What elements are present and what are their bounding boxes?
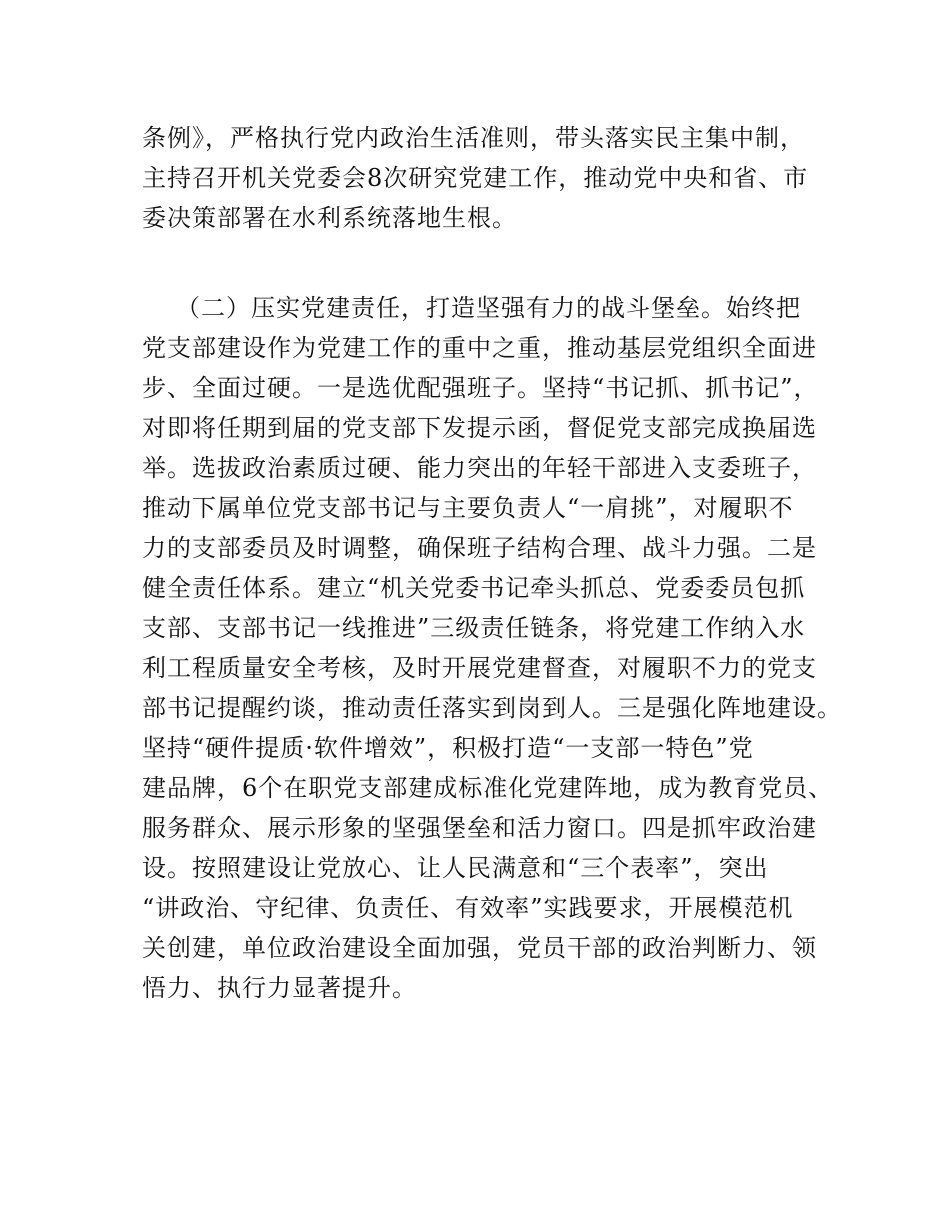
- paragraph-line: 主持召开机关党委会8次研究党建工作，推动党中央和省、市: [142, 164, 809, 192]
- paragraph-line: 力的支部委员及时调整，确保班子结构合理、战斗力强。二是: [142, 534, 817, 562]
- paragraph-line: 设。按照建设让党放心、让人民满意和“三个表率”，突出: [142, 854, 769, 882]
- paragraph-line: 对即将任期到届的党支部下发提示函，督促党支部完成换届选: [142, 414, 817, 442]
- paragraph-1: [142, 118, 822, 238]
- paragraph-line: 党支部建设作为党建工作的重中之重，推动基层党组织全面进: [142, 334, 817, 362]
- paragraph-line: 步、全面过硬。一是选优配强班子。坚持“书记抓、抓书记”，: [142, 374, 819, 402]
- paragraph-line: “讲政治、守纪律、负责任、有效率”实践要求，开展模范机: [142, 894, 794, 922]
- paragraph-line: 建品牌，6个在职党支部建成标准化党建阵地，成为教育党员、: [142, 774, 834, 802]
- paragraph-line: 坚持“硬件提质·软件增效”，积极打造“一支部一特色”党: [142, 734, 754, 762]
- paragraph-line: 委决策部署在水利系统落地生根。: [142, 204, 517, 232]
- paragraph-line: 推动下属单位党支部书记与主要负责人“一肩挑”，对履职不: [142, 494, 794, 522]
- paragraph-line: 关创建，单位政治建设全面加强，党员干部的政治判断力、领: [142, 934, 817, 962]
- paragraph-line: （二）压实党建责任，打造坚强有力的战斗堡垒。始终把: [176, 294, 801, 322]
- paragraph-line: 条例》，严格执行党内政治生活准则，带头落实民主集中制，: [142, 124, 805, 152]
- paragraph-line: 服务群众、展示形象的坚强堡垒和活力窗口。四是抓牢政治建: [142, 814, 817, 842]
- paragraph-2: [142, 288, 842, 1008]
- paragraph-line: 举。选拔政治素质过硬、能力突出的年轻干部进入支委班子，: [142, 454, 817, 482]
- paragraph-line: 部书记提醒约谈，推动责任落实到岗到人。三是强化阵地建设。: [142, 694, 842, 722]
- paragraph-line: 利工程质量安全考核，及时开展党建督查，对履职不力的党支: [142, 654, 817, 682]
- paragraph-line: 悟力、执行力显著提升。: [142, 974, 417, 1002]
- paragraph-line: 健全责任体系。建立“机关党委书记牵头抓总、党委委员包抓: [142, 574, 806, 602]
- paragraph-line: 支部、支部书记一线推进”三级责任链条，将党建工作纳入水: [142, 614, 806, 642]
